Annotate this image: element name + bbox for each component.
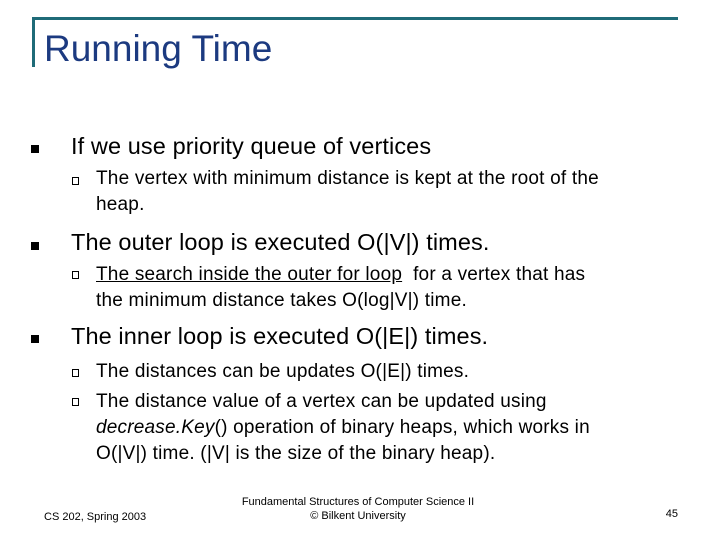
bullet-3-sub-2-line-2 (96, 415, 590, 441)
bullet-1-sub-1-line-1: The vertex with minimum distance is kept at the root of the (96, 168, 599, 189)
square-bullet-icon (31, 335, 39, 343)
hollow-square-bullet-icon (72, 177, 79, 185)
hollow-square-bullet-icon (72, 398, 79, 406)
title-frame-left-rule (32, 17, 35, 67)
bullet-1-sub-1 (96, 166, 599, 218)
bullet-3-sub-2-line-2-rest: () operation of binary heaps, which works in (214, 417, 590, 438)
square-bullet-icon (31, 145, 39, 153)
bullet-3-sub-1: The distances can be updates O(|E|) times. (96, 361, 470, 382)
search-inside-loop-underlined: The search inside the outer for loop (96, 264, 403, 285)
bullet-2-text: The outer loop is executed O(|V|) times. (71, 229, 490, 255)
hollow-square-bullet-icon (72, 369, 79, 377)
title-frame-top-rule (32, 17, 678, 20)
bullet-3-sub-2-line-1: The distance value of a vertex can be updated using (96, 391, 547, 412)
decrease-key-italic: decrease.Key (96, 417, 215, 438)
footer-course-title: Fundamental Structures of Computer Science II (241, 496, 475, 508)
bullet-3-sub-2 (96, 389, 590, 467)
bullet-1-text: If we use priority queue of vertices (71, 133, 432, 159)
bullet-3-text: The inner loop is executed O(|E|) times. (71, 323, 489, 349)
page-number: 45 (665, 508, 678, 520)
bullet-2-sub-1-line-1-rest: for a vertex that has (402, 264, 586, 285)
slide-title: Running Time (44, 28, 273, 69)
hollow-square-bullet-icon (72, 271, 79, 279)
square-bullet-icon (31, 242, 39, 250)
footer-copyright: © Bilkent University (310, 510, 406, 522)
bullet-3-sub-2-line-3: O(|V|) time. (|V| is the size of the binary heap). (96, 443, 496, 464)
bullet-2-sub-1 (96, 262, 585, 314)
bullet-1-sub-1-line-2: heap. (96, 194, 145, 215)
footer-course: CS 202, Spring 2003 (44, 511, 147, 523)
bullet-2-sub-1-line-1 (96, 262, 585, 288)
footer-center (208, 495, 508, 523)
bullet-2-sub-1-line-2: the minimum distance takes O(log|V|) time. (96, 290, 467, 311)
